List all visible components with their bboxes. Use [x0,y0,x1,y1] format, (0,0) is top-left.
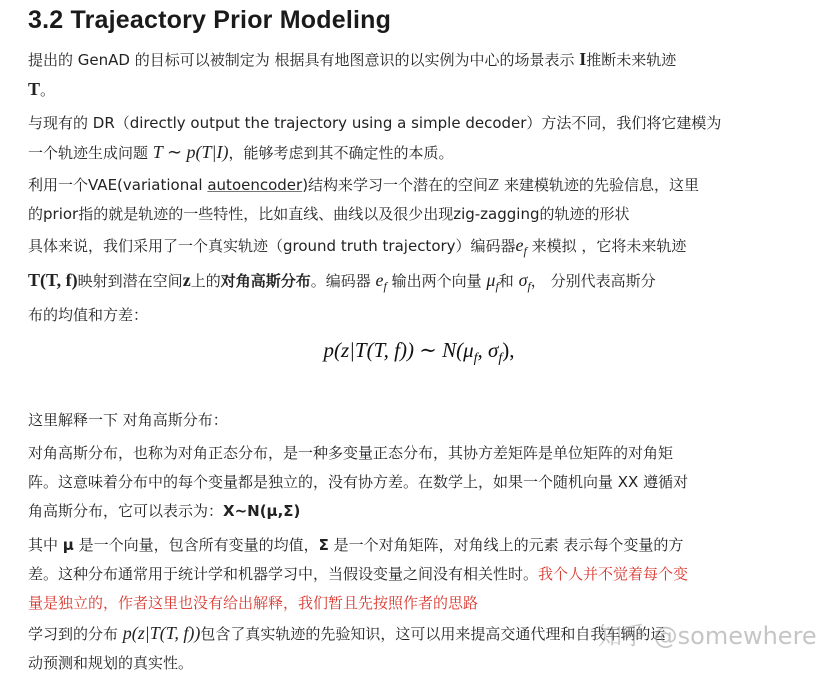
text: 映射到潜在空间 [77,272,183,290]
math-ef: e [375,270,384,290]
text: 和 [498,272,519,290]
text: 上的 [190,272,221,290]
text: 与现有的 DR（directly output the trajectory using a simple decoder）方法不同，我们将它建模为 [28,114,722,132]
equation-rhs: ), [502,338,515,362]
paragraph-goal [28,45,818,105]
math-trajectory-distribution: T ∼ p(T|I) [152,142,229,162]
text: 。编码器 [310,272,376,290]
math-mu: μ [486,270,496,290]
note-red: 我个人并不觉着每个变 [538,565,689,583]
text: 。 [40,81,56,99]
math-I: I [579,49,587,69]
paragraph-encoder [28,231,818,330]
equation-sub: f [473,351,478,367]
text: ， 分别代表高斯分 [530,272,656,290]
text: )结构来学习一个潜在的空间ℤ 来建模轨迹的先验信息，这里 [302,176,699,194]
paragraph-dr-comparison [28,109,818,168]
math-z: z [182,270,191,290]
text: 动预测和规划的真实性。 [28,654,194,672]
text: 的prior指的就是轨迹的一些特性，比如直线、曲线以及很少出现zig-zagging的轨迹的形状 [28,205,630,223]
math-sub: f [527,279,531,293]
note-red: 量是独立的，作者这里也没有给出解释，我们暂且先按照作者的思路 [28,594,479,612]
math-sigma: Σ [318,536,329,554]
bold-term: 对角高斯分布 [220,272,311,290]
text: 提出的 GenAD 的目标可以被制定为 根据具有地图意识的以实例为中心的场景表示 [28,51,580,69]
math-mu: μ [62,536,74,554]
text: 来模拟 ，它将未来轨迹 [526,237,687,255]
text: 对角高斯分布，也称为对角正态分布，是一种多变量正态分布，其协方差矩阵是单位矩阵的对角矩 [28,444,674,462]
link-autoencoder[interactable]: autoencoder [207,176,303,194]
section-heading: 3.2 Trajeactory Prior Modeling [28,6,392,34]
math-sub: f [523,244,527,258]
equation-lhs: p(z|T(T, f)) ∼ N(μ [323,338,474,362]
text: 角高斯分布，它可以表示为： [28,502,224,520]
text: 是一个向量，包含所有变量的均值， [73,536,319,554]
text: 布的均值和方差： [28,306,149,324]
math-learned-distribution: p(z|T(T, f)) [122,623,201,643]
paragraph-mean-cov [28,531,818,618]
text: 学习到的分布 [28,625,123,643]
text: 是一个对角矩阵，对角线上的元素 表示每个变量的方 [328,536,684,554]
equation-posterior [0,338,838,367]
text: 其中 [28,536,63,554]
paragraph-vae [28,171,818,229]
math-sub: f [383,279,387,293]
math-T: T [28,79,41,99]
text: 推断未来轨迹 [586,51,677,69]
text: 差。这种分布通常用于统计学和机器学习中，当假设变量之间没有相关性时。 [28,565,539,583]
formula-normal: X~N(μ,Σ) [223,502,301,520]
text: 输出两个向量 [386,272,487,290]
math-sub: f [495,279,499,293]
math-ef: e [515,235,524,255]
equation-sub: f [498,351,503,367]
math-future-trajectory: T(T, f) [28,270,78,290]
text: 阵。这意味着分布中的每个变量都是独立的，没有协方差。在数学上，如果一个随机向量 XX 遵循对 [28,473,689,491]
paragraph-diagonal-gaussian [28,439,818,526]
equation-mid: , σ [477,338,499,362]
text: 一个轨迹生成问题 [28,144,153,162]
watermark: 知乎 @somewhere [598,622,817,650]
text: 包含了真实轨迹的先验知识，这可以用来提高交通代理和自我车辆的运 [200,625,666,643]
math-sigma: σ [518,270,528,290]
text: ，能够考虑到其不确定性的本质。 [228,144,454,162]
text: 利用一个VAE(variational [28,176,208,194]
text: 具体来说，我们采用了一个真实轨迹（ground truth trajectory）编码器 [28,237,516,255]
paragraph-explain: 这里解释一下 对角高斯分布： [28,411,228,429]
